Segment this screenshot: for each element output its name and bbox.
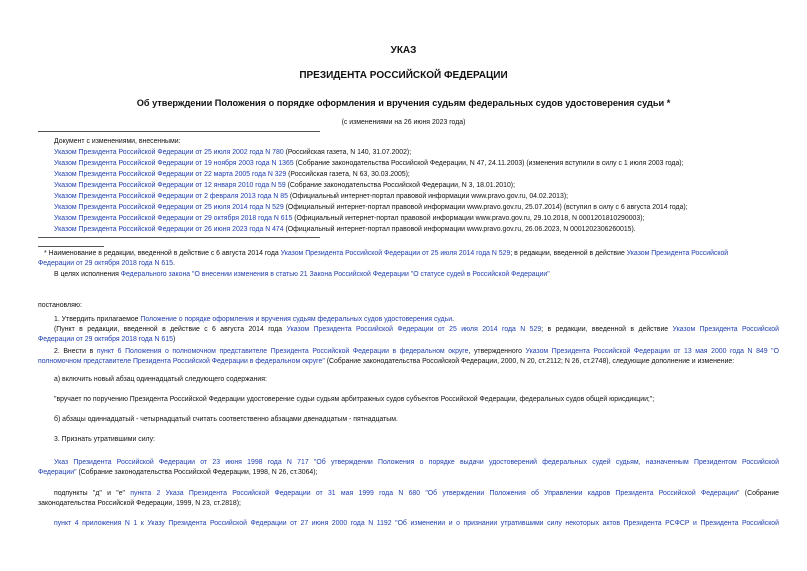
clause-2b: б) абзацы одиннадцатый - четырнадцатый считать соответственно абзацами двенадцатым - пятнадцатым. [54,416,398,423]
clause-1-note: (Пункт в редакции, введенной в действие с 6 августа 2014 года Указом Президента Российской Федерации от 25 июля 2014 года N 529; в редакции, введенной в действие Указом Президента Российской [54,326,779,333]
change-list-item [54,160,684,168]
change-details: (Собрание законодательства Российской Федерации, N 47, 24.11.2003) (изменения вступили в силу с 1 июля 2003 года); [293,160,684,167]
purpose-paragraph: В целях исполнения Федерального закона "О внесении изменения в статью 21 Закона Российской Федерации "О статусе судей в Российской Федерации" [54,271,550,278]
clause-2-link-decree-849[interactable]: Указом Президента Российской Федерации от 13 мая 2000 года N 849 "О [525,348,779,355]
change-decree-link[interactable]: Указом Президента Российской Федерации от 29 октября 2018 года N 615 [54,215,293,222]
change-decree-link[interactable]: Указом Президента Российской Федерации от 2 февраля 2013 года N 85 [54,193,288,200]
footnote-line-2: Федерации от 29 октября 2018 года N 615. [38,260,175,267]
clause-2-link-regulation[interactable]: пункт 6 Положения о полномочном представителе Президента Российской Федерации в федеральном округе [96,348,469,355]
change-list-item [54,226,636,234]
change-decree-link[interactable]: Указом Президента Российской Федерации от 25 июля 2002 года N 780 [54,149,284,156]
clause-2-cont: полномочном представителе Президента Российской Федерации в федеральном округе" (Собрание законодательства Российской Федерации, 2000, N 20, ст.2112; N 26, ст.2748), следующие дополнение и изменение: [38,358,735,365]
change-details: (Российская газета, N 63, 30.03.2005); [286,171,410,178]
decree-title: УКАЗ [390,45,417,56]
regulation-link[interactable]: Положение о порядке оформления и вручения судьям федеральных судов удостоверения судьи [140,316,453,323]
repealed-decree-680-link[interactable]: пункта 2 Указа Президента Российской Федерации от 31 мая 1999 года N 680 "Об утверждении Положения об Управлении кадров Президента Российской Федерации" [130,490,740,497]
change-decree-link[interactable]: Указом Президента Российской Федерации от 22 марта 2005 года N 329 [54,171,287,178]
clause-2a: а) включить новый абзац одиннадцатый следующего содержания: [54,376,267,383]
change-details: (Официальный интернет-портал правовой информации www.pravo.gov.ru, 25.07.2014) (вступил в силу с 6 августа 2014 года); [283,204,688,211]
clause-1: 1. Утвердить прилагаемое Положение о порядке оформления и вручения судьям федеральных судов удостоверения судьи. [54,316,454,323]
change-decree-link[interactable]: Указом Президента Российской Федерации от 12 января 2010 года N 59 [54,182,286,189]
change-details: (Официальный интернет-портал правовой информации www.pravo.gov.ru, 04.02.2013); [287,193,569,200]
repealed-decree-680: подпункты "д" и "е" пункта 2 Указа Президента Российской Федерации от 31 мая 1999 года N 680 "Об утверждении Положения об Управлении кадров Президента Российской Федерации" (Собрание [54,490,780,497]
repealed-decree-1192-link[interactable]: пункт 4 приложения N 1 к Указу Президента Российской Федерации от 27 июня 2000 года N 1192 "Об изменении и о признании утратившими силу некоторых актов Президента РСФСР и Президента Российской [54,520,779,527]
footnote-link-decree-529[interactable]: Указом Президента Российской Федерации от 25 июля 2014 года N 529 [280,250,511,257]
clause-2-link-decree-849-cont[interactable]: полномочном представителе Президента Российской Федерации в федеральном округе" [38,358,325,365]
decree-issuer: ПРЕЗИДЕНТА РОССИЙСКОЙ ФЕДЕРАЦИИ [299,70,508,81]
decree-word: постановляю: [38,302,82,309]
change-list-item [54,193,568,201]
change-list-item [54,215,644,223]
change-list-item [54,171,410,179]
change-details: (Собрание законодательства Российской Федерации, N 3, 18.01.2010); [285,182,516,189]
changes-top-rule [38,131,320,132]
repealed-decree-717-link[interactable]: Указ Президента Российской Федерации от 23 июня 1998 года N 717 "Об утверждении Положения о порядке выдачи удостоверений федеральных судей судьям, назначенным Президентом Российской [54,459,779,466]
repealed-decree-717-cont: Федерации" (Собрание законодательства Российской Федерации, 1998, N 26, ст.3064); [38,469,318,476]
clause-2a-quote: "вручает по поручению Президента Российской Федерации удостоверение судьи судьям арбитражных судов субъектов Российской Федерации, федеральных судов общей юрисдикции;"; [54,396,655,403]
change-list-item [54,182,515,190]
document-subject: Об утверждении Положения о порядке оформления и вручения судьям федеральных судов удостоверения судьи * [136,98,671,108]
footnote-link-decree-615-cont[interactable]: Федерации от 29 октября 2018 года N 615 [38,260,173,267]
revision-note: (с изменениями на 26 июня 2023 года) [341,119,466,126]
changes-intro: Документ с изменениями, внесенными: [54,138,181,145]
clause-1-link-529[interactable]: Указом Президента Российской Федерации от 25 июля 2014 года N 529 [286,326,542,333]
changes-bottom-rule [38,237,320,238]
change-decree-link[interactable]: Указом Президента Российской Федерации от 25 июля 2014 года N 529 [54,204,284,211]
change-list-item [54,204,688,212]
change-details: (Российская газета, N 140, 31.07.2002); [283,149,412,156]
change-details: (Официальный интернет-портал правовой информации www.pravo.gov.ru, 26.06.2023, N 0001202306260015). [283,226,636,233]
clause-1-link-615[interactable]: Указом Президента Российской [672,326,779,333]
change-decree-link[interactable]: Указом Президента Российской Федерации от 19 ноября 2003 года N 1365 [54,160,294,167]
change-details: (Официальный интернет-портал правовой информации www.pravo.gov.ru, 29.10.2018, N 0001201810290003); [292,215,645,222]
change-decree-link[interactable]: Указом Президента Российской Федерации от 26 июня 2023 года N 474 [54,226,284,233]
footnote-rule [38,246,104,247]
footnote-line: * Наименование в редакции, введенной в действие с 6 августа 2014 года Указом Президента Российской Федерации от 25 июля 2014 года N 529; в редакции, введенной в действие Указом Президента Российской [44,250,729,257]
clause-1-note-cont: Федерации от 29 октября 2018 года N 615) [38,336,176,343]
repealed-decree-717-link-cont[interactable]: Федерации" [38,469,77,476]
change-list-item [54,149,411,157]
clause-3: 3. Признать утратившими силу: [54,436,155,443]
federal-law-link[interactable]: Федерального закона "О внесении изменения в статью 21 Закона Российской Федерации "О статусе судей в Российской Федерации" [120,271,550,278]
repealed-decree-680-cont: законодательства Российской Федерации, 1999, N 23, ст.2818); [38,500,241,507]
clause-2: 2. Внести в пункт 6 Положения о полномочном представителе Президента Российской Федерации в федеральном округе, утвержденного Указом Президента Российской Федерации от 13 мая 2000 года N 849 "О [54,348,779,355]
footnote-link-decree-615[interactable]: Указом Президента Российской [626,250,729,257]
clause-1-link-615-cont[interactable]: Федерации от 29 октября 2018 года N 615 [38,336,173,343]
